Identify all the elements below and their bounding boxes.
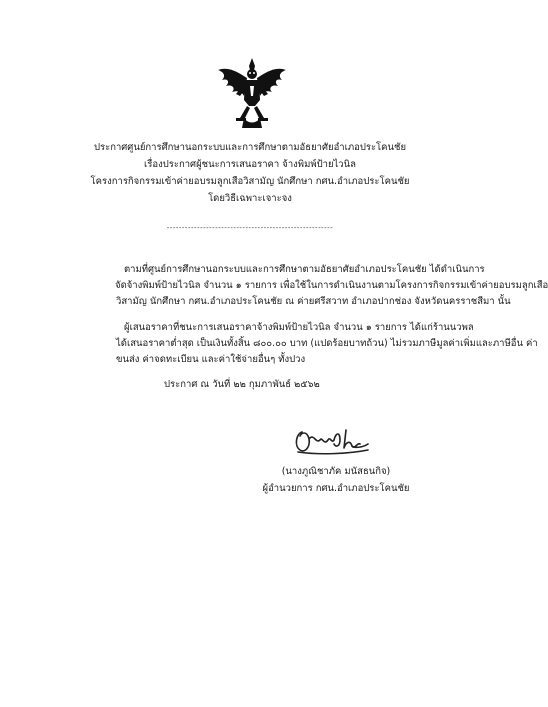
paragraph-1-line-3: วิสามัญ นักศึกษา กศน.อำเภอประโคนชัย ณ ค่ายศรีสวาท อำเภอปากช่อง จังหวัดนครราชสีมา นั้น (116, 296, 511, 307)
divider-line: ------------------------------------------------------- (166, 224, 334, 232)
body-paragraph-1 (115, 262, 548, 310)
header-method: โดยวิธีเฉพาะเจาะจง (208, 193, 292, 204)
paragraph-1-line-2: จัดจ้างพิมพ์ป้ายไวนิล จำนวน ๑ รายการ เพื่อใช้ในการดำเนินงานตามโครงการกิจกรรมเข้าค่ายอบรมลูกเสือ (115, 280, 548, 291)
header-subject: เรื่องประกาศผู้ชนะการเสนอราคา จ้างพิมพ์ป้ายไวนิล (144, 159, 356, 170)
announcement-date: ประกาศ ณ วันที่ ๒๒ กุมภาพันธ์ ๒๕๖๒ (164, 379, 320, 390)
announcement-header (0, 139, 500, 207)
paragraph-2-line-2: ได้เสนอราคาต่ำสุด เป็นเงินทั้งสิ้น ๘๐๐.๐๐ บาท (แปดร้อยบาทถ้วน) ไม่รวมภาษีมูลค่าเพิ่มและภาษีอื่น ค่า (116, 338, 538, 349)
paragraph-2-line-1: ผู้เสนอราคาที่ชนะการเสนอราคาจ้างพิมพ์ป้ายไวนิล จำนวน ๑ รายการ ได้แก่ร้านนวพล (124, 322, 474, 333)
signer-block (256, 463, 416, 497)
garuda-emblem-icon (214, 56, 290, 132)
body-paragraph-2 (116, 320, 538, 368)
paragraph-2-line-3: ขนส่ง ค่าจดทะเบียน และค่าใช้จ่ายอื่นๆ ทั้งปวง (116, 354, 306, 365)
paragraph-1-line-1: ตามที่ศูนย์การศึกษานอกระบบและการศึกษาตามอัธยาศัยอำเภอประโคนชัย ได้ดำเนินการ (124, 264, 485, 275)
header-project: โครงการกิจกรรมเข้าค่ายอบรมลูกเสือวิสามัญ นักศึกษา กศน.อำเภอประโคนชัย (90, 176, 410, 187)
signer-name: (นางภูณิชาภัค มนัสธนกิจ) (281, 466, 391, 477)
signer-title: ผู้อำนวยการ กศน.อำเภอประโคนชัย (262, 483, 410, 494)
header-title: ประกาศศูนย์การศึกษานอกระบบและการศึกษาตามอัธยาศัยอำเภอประโคนชัย (93, 142, 407, 153)
handwritten-signature (288, 422, 372, 458)
